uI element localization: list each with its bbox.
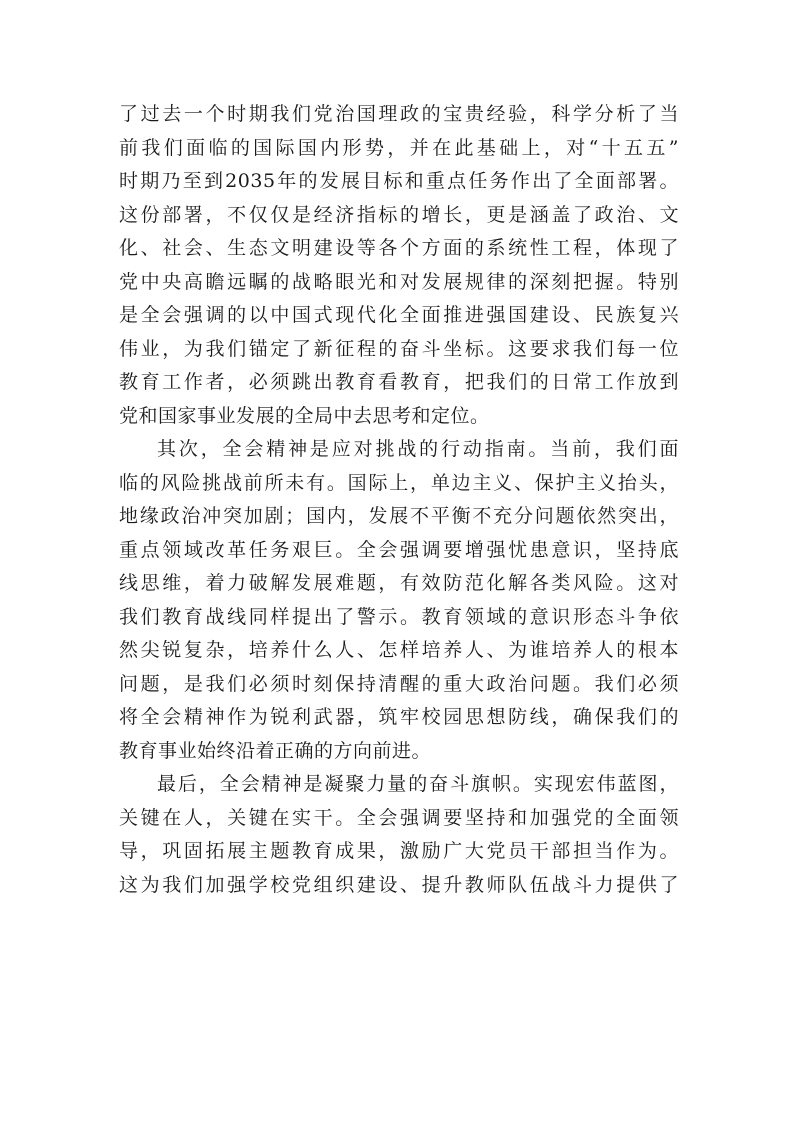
text-line: 将全会精神作为锐利武器，筑牢校园思想防线，确保我们的 xyxy=(119,706,679,728)
body-text xyxy=(119,98,679,902)
text-line: 教育工作者，必须跳出教育看教育，把我们的日常工作放到 xyxy=(119,371,679,393)
text-line: 这份部署，不仅仅是经济指标的增长，更是涵盖了政治、文 xyxy=(119,203,679,226)
text-line: 这为我们加强学校党组织建设、提升教师队伍战斗力提供了 xyxy=(119,873,679,896)
text-line: 教育事业始终沿着正确的方向前进。 xyxy=(119,739,432,762)
text-line: 线思维，着力破解发展难题，有效防范化解各类风险。这对 xyxy=(119,572,679,594)
text-line: 临的风险挑战前所未有。国际上，单边主义、保护主义抬头， xyxy=(119,471,679,494)
text-line: 导，巩固拓展主题教育成果，激励广大党员干部担当作为。 xyxy=(119,840,679,862)
text-line: 是全会强调的以中国式现代化全面推进强国建设、民族复兴 xyxy=(119,304,679,326)
text-line: 最后，全会精神是凝聚力量的奋斗旗帜。实现宏伟蓝图， xyxy=(157,773,679,795)
text-line: 重点领域改革任务艰巨。全会强调要增强忧患意识，坚持底 xyxy=(119,538,679,561)
text-line: 其次，全会精神是应对挑战的行动指南。当前，我们面 xyxy=(157,438,679,460)
text-line: 我们教育战线同样提出了警示。教育领域的意识形态斗争依 xyxy=(119,605,679,628)
text-line: 化、社会、生态文明建设等各个方面的系统性工程，体现了 xyxy=(119,237,679,259)
text-line: 了过去一个时期我们党治国理政的宝贵经验，科学分析了当 xyxy=(119,103,679,125)
text-line: 伟业，为我们锚定了新征程的奋斗坐标。这要求我们每一位 xyxy=(119,337,679,360)
text-line: 关键在人，关键在实干。全会强调要坚持和加强党的全面领 xyxy=(119,806,679,829)
text-line: 党中央高瞻远瞩的战略眼光和对发展规律的深刻把握。特别 xyxy=(119,270,679,293)
text-line: 前我们面临的国际国内形势，并在此基础上，对“十五五” xyxy=(119,136,679,159)
text-line: 党和国家事业发展的全局中去思考和定位。 xyxy=(119,404,490,427)
text-line: 地缘政治冲突加剧；国内，发展不平衡不充分问题依然突出， xyxy=(119,505,679,527)
text-line: 问题，是我们必须时刻保持清醒的重大政治问题。我们必须 xyxy=(119,672,679,695)
text-line: 然尖锐复杂，培养什么人、怎样培养人、为谁培养人的根本 xyxy=(119,639,679,661)
text-line: 时期乃至到2035年的发展目标和重点任务作出了全面部署。 xyxy=(119,170,679,192)
